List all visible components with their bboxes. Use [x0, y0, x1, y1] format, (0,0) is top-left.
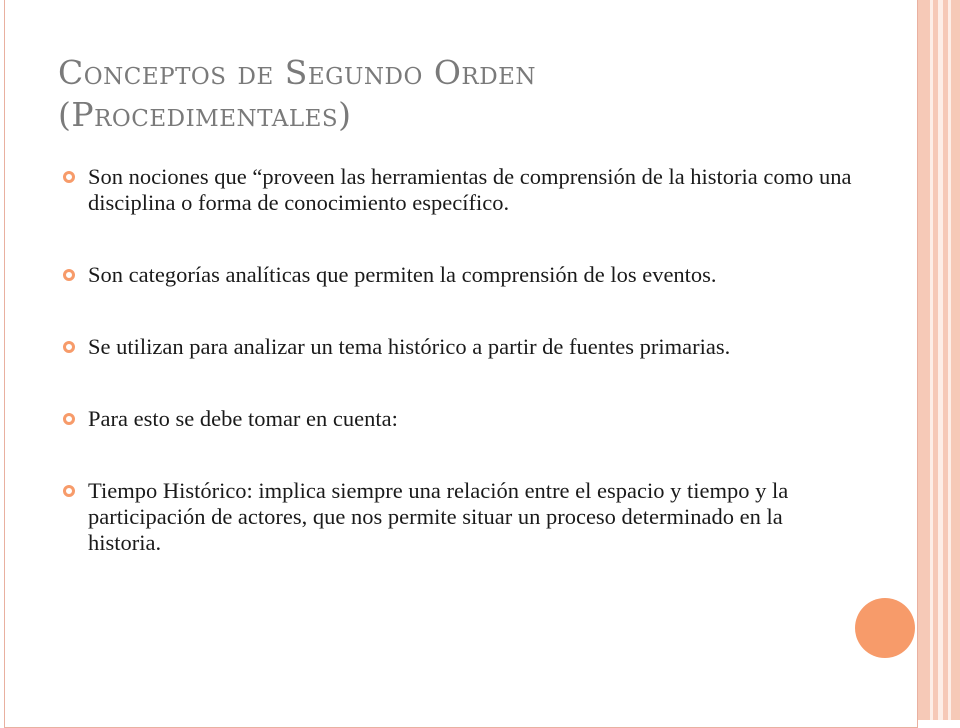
bullet-list [62, 164, 852, 556]
bullet-item [62, 406, 852, 432]
bullet-text: Son categorías analíticas que permiten la comprensión de los eventos. [88, 262, 717, 287]
bullet-item [62, 478, 852, 556]
bullet-text: Tiempo Histórico: implica siempre una relación entre el espacio y tiempo y la participación de actores, que nos permite situar un proceso determinado en la historia. [88, 478, 789, 555]
stripe-light-3 [948, 0, 951, 720]
decorative-stripes [918, 0, 960, 720]
bullet-text: Son nociones que “proveen las herramientas de comprensión de la historia como una disciplina o forma de conocimiento específico. [88, 164, 852, 215]
bullet-icon [62, 412, 76, 426]
title-line-1: Conceptos de Segundo Orden [58, 53, 537, 92]
stripe-light-2 [938, 0, 943, 720]
bullet-item [62, 164, 852, 216]
slide-title [58, 52, 878, 136]
bullet-icon [62, 268, 76, 282]
bullet-item [62, 334, 852, 360]
orange-circle-decoration [855, 598, 915, 658]
bullet-text: Se utilizan para analizar un tema histórico a partir de fuentes primarias. [88, 334, 731, 359]
bullet-text: Para esto se debe tomar en cuenta: [88, 406, 398, 431]
bullet-icon [62, 340, 76, 354]
stripe-light-1 [930, 0, 933, 720]
title-line-2: (Procedimentales) [58, 95, 352, 134]
bullet-icon [62, 484, 76, 498]
bullet-item [62, 262, 852, 288]
bullet-icon [62, 170, 76, 184]
